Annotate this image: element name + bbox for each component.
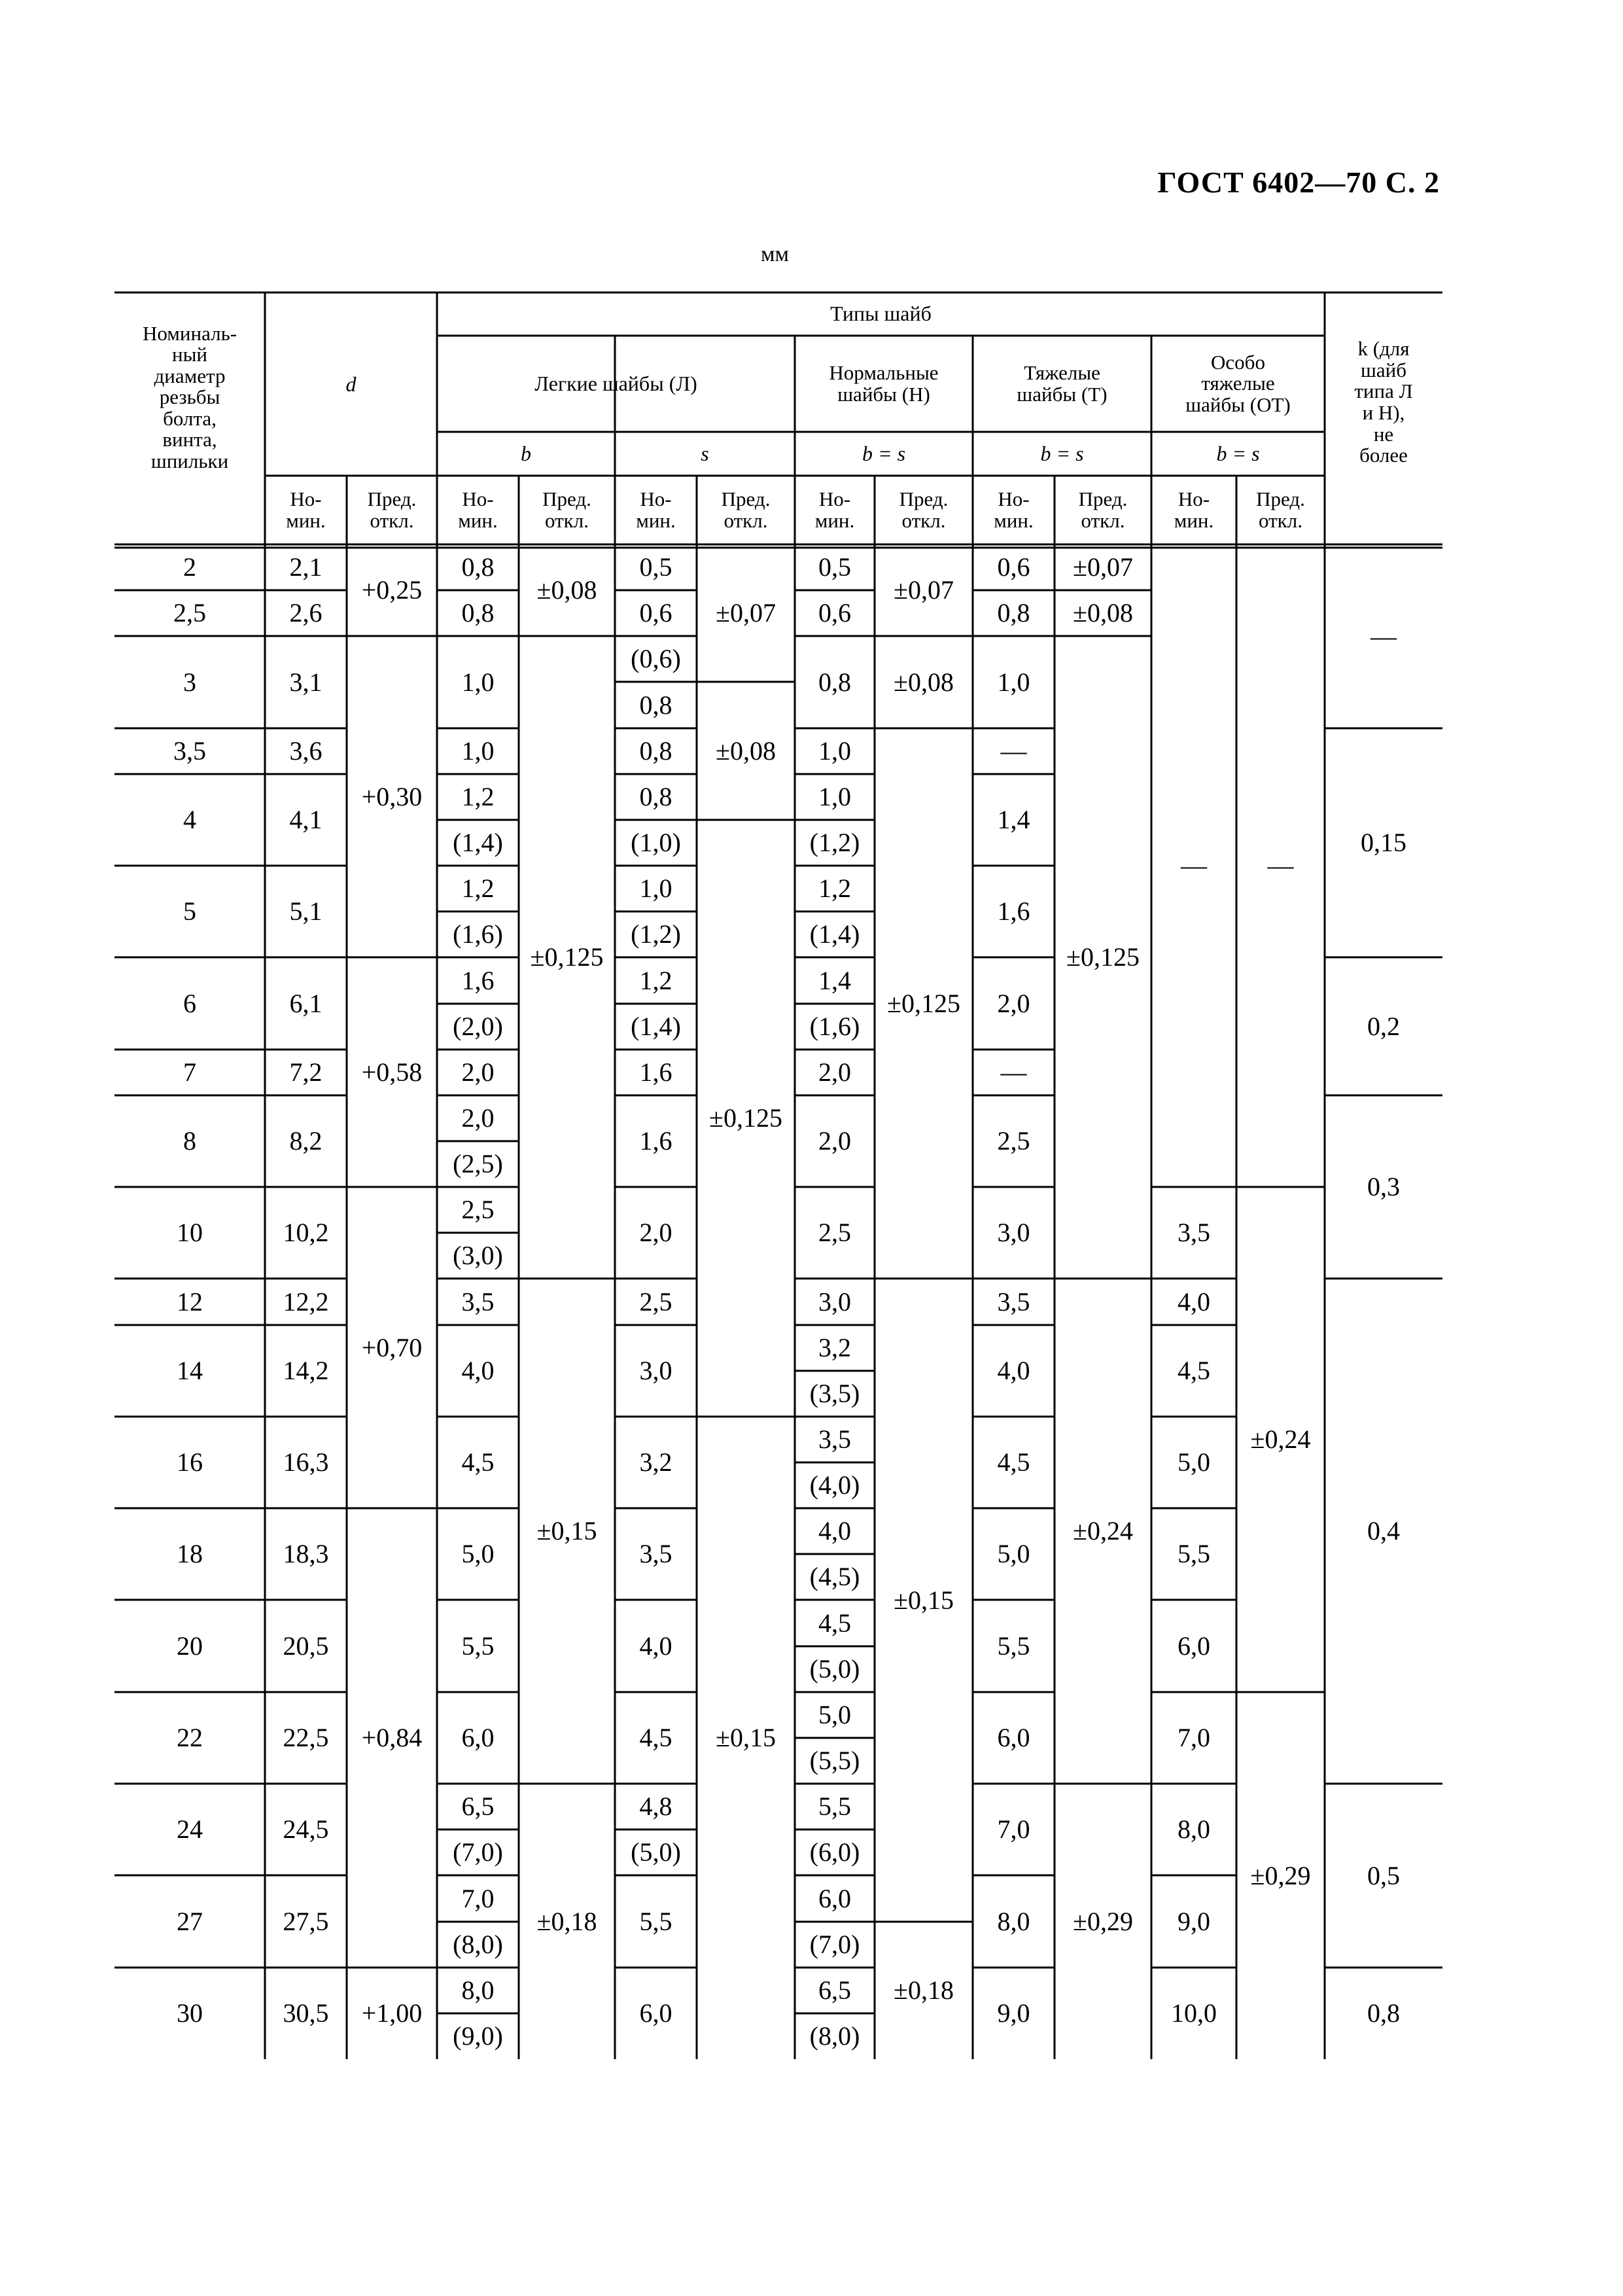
table-cell: (2,0) [453, 1012, 503, 1041]
table-cell: 4,1 [289, 805, 323, 834]
table-cell: 3,6 [289, 736, 323, 766]
table-cell: (5,5) [809, 1746, 860, 1775]
header-k: k (для шайб типа Л и Н), не более [1354, 337, 1413, 467]
table-cell: 1,6 [997, 896, 1030, 926]
table-cell: 4,0 [818, 1516, 851, 1545]
table-cell: (7,0) [453, 1837, 503, 1867]
table-cell: 3,1 [289, 667, 323, 697]
table-cell: 0,6 [639, 598, 672, 627]
table-cell: — [1181, 851, 1207, 880]
table-cell: 5,5 [461, 1631, 495, 1661]
table-cell: ±0,125 [709, 1103, 782, 1133]
table-cell: 1,2 [818, 874, 851, 903]
subheader-extra-heavy-nom: Но- мин. [1174, 487, 1214, 532]
table-cell: (5,0) [631, 1837, 681, 1867]
table-cell: 2,5 [818, 1218, 851, 1247]
table-cell: 1,6 [639, 1057, 672, 1087]
table-cell: 30 [177, 1998, 203, 2028]
table-cell: +0,30 [361, 781, 423, 811]
table-cell: ±0,08 [894, 667, 954, 697]
table-cell: 4,5 [818, 1608, 851, 1638]
table-cell: 5,0 [997, 1539, 1030, 1568]
table-cell: 4,0 [997, 1356, 1030, 1385]
table-cell: 2,5 [173, 598, 206, 627]
table-cell: 6,0 [997, 1723, 1030, 1752]
table-cell: ±0,07 [1073, 552, 1133, 582]
header-light-washers: Легкие шайбы (Л) [534, 371, 697, 395]
table-cell: ±0,08 [1073, 598, 1133, 627]
header-d: d [345, 372, 357, 396]
table-cell: (8,0) [809, 2021, 860, 2051]
table-cell: (7,0) [809, 1930, 860, 1959]
header-nominal-diameter: Номиналь- ный диаметр резьбы болта, винта, шпильки [142, 321, 237, 472]
table-cell: 2 [183, 552, 196, 582]
table-cell: ±0,15 [536, 1516, 597, 1545]
page-header: ГОСТ 6402—70 С. 2 [1157, 166, 1440, 199]
table-cell: 1,0 [997, 667, 1030, 697]
table-cell: 0,8 [818, 667, 851, 697]
table-cell: 8,2 [289, 1126, 323, 1156]
table-cell: (3,5) [809, 1379, 860, 1408]
table-cell: 18,3 [283, 1539, 329, 1568]
table-cell: 18 [177, 1539, 203, 1568]
table-cell: — [1000, 736, 1027, 766]
table-cell: 2,0 [997, 988, 1030, 1018]
table-cell: 5,0 [818, 1700, 851, 1729]
table-cell: 3,0 [997, 1218, 1030, 1247]
table-cell: 4,0 [461, 1356, 495, 1385]
table-cell: 7,0 [461, 1883, 495, 1913]
table-cell: 1,0 [818, 782, 851, 811]
table-cell: (1,6) [809, 1012, 860, 1041]
table-cell: 0,8 [639, 690, 672, 720]
table-cell: ±0,08 [536, 575, 597, 605]
table-cell: 0,8 [461, 552, 495, 582]
table-cell: 0,6 [997, 552, 1030, 582]
table-cell: 0,8 [639, 736, 672, 766]
header-washer-types: Типы шайб [830, 302, 932, 326]
table-cell: 4,5 [1178, 1356, 1210, 1385]
table-cell: 2,1 [289, 552, 323, 582]
table-cell: +0,25 [361, 575, 423, 605]
table-cell: 3,5 [818, 1424, 851, 1454]
table-cell: 7,0 [997, 1814, 1030, 1844]
table-cell: 5,5 [997, 1631, 1030, 1661]
table-cell: 0,5 [1367, 1860, 1400, 1890]
header-extra-heavy-b-eq-s: b = s [1216, 441, 1260, 465]
table-cell: (2,5) [453, 1149, 503, 1178]
table-cell: (0,6) [631, 644, 681, 673]
table-cell: 30,5 [283, 1998, 329, 2028]
table-cell: ±0,24 [1073, 1516, 1133, 1545]
table-cell: 2,5 [997, 1126, 1030, 1156]
table-cell: 2,0 [818, 1057, 851, 1087]
table-cell: 2,5 [461, 1195, 495, 1224]
subheader-d-tol: Пред. откл. [367, 487, 417, 532]
table-cell: 0,8 [997, 598, 1030, 627]
table-cell: (1,2) [631, 919, 681, 949]
table-cell: ±0,125 [1066, 942, 1140, 972]
table-cell: (1,4) [453, 828, 503, 857]
table-cell: (4,0) [809, 1470, 860, 1500]
table-cell: 5,0 [1178, 1447, 1210, 1477]
table-cell: (8,0) [453, 1930, 503, 1959]
table-cell: 0,6 [818, 598, 851, 627]
table-cell: 2,0 [461, 1057, 495, 1087]
table-cell: 0,5 [639, 552, 672, 582]
table-cell: 0,8 [639, 782, 672, 811]
table-cell: 27 [177, 1906, 203, 1936]
table-cell: 9,0 [1178, 1906, 1210, 1936]
table-cell: (5,0) [809, 1654, 860, 1684]
table-cell: 3,0 [639, 1356, 672, 1385]
table-cell: ±0,29 [1073, 1906, 1133, 1936]
table-cell: 8,0 [461, 1975, 495, 2005]
table-cell: ±0,07 [894, 575, 954, 605]
table-cell: 2,0 [461, 1103, 495, 1133]
table-cell: 0,8 [1367, 1998, 1400, 2028]
header-heavy-washers: Тяжелые шайбы (Т) [1017, 361, 1108, 406]
unit-label: мм [761, 242, 790, 266]
subheader-normal-tol: Пред. откл. [899, 487, 949, 532]
table-cell: 2,0 [818, 1126, 851, 1156]
table-cell: (4,5) [809, 1562, 860, 1591]
table-cell: ±0,18 [894, 1975, 954, 2005]
table-cell: 6,0 [818, 1883, 851, 1913]
table-cell: 8,0 [997, 1906, 1030, 1936]
table-cell: 1,2 [639, 965, 672, 995]
table-cell: ±0,18 [536, 1906, 597, 1936]
table-cell: (1,2) [809, 828, 860, 857]
table-cell: 1,6 [639, 1126, 672, 1156]
table-cell: — [1000, 1057, 1027, 1087]
table-cell: 6,0 [1178, 1631, 1210, 1661]
table-cell: 6,0 [461, 1723, 495, 1752]
table-cell: 7,2 [289, 1057, 323, 1087]
table-cell: 4,8 [639, 1792, 672, 1821]
table-cell: 20,5 [283, 1631, 329, 1661]
table-cell: +0,70 [361, 1332, 423, 1362]
table-cell: 6 [183, 988, 196, 1018]
table-cell: 1,0 [818, 736, 851, 766]
table-cell: 5,1 [289, 896, 323, 926]
subheader-normal-nom: Но- мин. [814, 487, 855, 532]
table-cell: 22,5 [283, 1723, 329, 1752]
subheader-light-b-tol: Пред. откл. [542, 487, 591, 532]
subheader-heavy-nom: Но- мин. [994, 487, 1034, 532]
table-cell: 6,1 [289, 988, 323, 1018]
table-cell: 10,0 [1171, 1998, 1217, 2028]
table-cell: ±0,07 [716, 598, 776, 627]
table-cell: 5,5 [818, 1792, 851, 1821]
table-cell: 5,5 [1178, 1539, 1210, 1568]
table-cell: — [1370, 621, 1397, 651]
table-cell: 3,5 [639, 1539, 672, 1568]
table-cell: 24,5 [283, 1814, 329, 1844]
table-cell: 12 [177, 1286, 203, 1316]
table-cell: 6,5 [818, 1975, 851, 2005]
table-cell: (1,4) [809, 919, 860, 949]
table-cell: 0,5 [818, 552, 851, 582]
table-cell: ±0,08 [716, 735, 776, 766]
table-cell: 1,6 [461, 965, 495, 995]
table-cell: 1,4 [997, 805, 1030, 834]
header-normal-washers: Нормальные шайбы (Н) [829, 361, 939, 406]
table-cell: 27,5 [283, 1906, 329, 1936]
table-cell: 5,5 [639, 1906, 672, 1936]
table-cell: 3,0 [818, 1286, 851, 1316]
table-cell: 9,0 [997, 1998, 1030, 2028]
table-cell: 14,2 [283, 1356, 329, 1385]
table-cell: 5 [183, 896, 196, 926]
table-cell: 4 [183, 805, 196, 834]
table-cell: 2,6 [289, 598, 323, 627]
table-cell: 7,0 [1178, 1723, 1210, 1752]
table-cell: 10,2 [283, 1218, 329, 1247]
subheader-d-nom: Но- мин. [286, 487, 326, 532]
table-cell: 14 [177, 1356, 203, 1385]
table-cell: ±0,15 [716, 1723, 776, 1752]
header-extra-heavy-washers: Особо тяжелые шайбы (ОТ) [1185, 350, 1291, 416]
table-cell: 1,0 [461, 736, 495, 766]
table-cell: 16 [177, 1447, 203, 1477]
table-cell: 0,15 [1361, 828, 1406, 857]
table-cell: (3,0) [453, 1241, 503, 1270]
table-cell: 3,5 [997, 1286, 1030, 1316]
table-cell: 20 [177, 1631, 203, 1661]
table-cell: 12,2 [283, 1286, 329, 1316]
table-cell: ±0,125 [887, 988, 960, 1018]
subheader-light-s-nom: Но- мин. [636, 487, 676, 532]
table-cell: (1,6) [453, 919, 503, 949]
table-cell: 2,0 [639, 1218, 672, 1247]
table-cell: 4,0 [639, 1631, 672, 1661]
table-cell: 1,4 [818, 965, 851, 995]
table-cell: 0,8 [461, 598, 495, 627]
table-cell: 2,5 [639, 1286, 672, 1316]
header-heavy-b-eq-s: b = s [1040, 441, 1084, 465]
table-cell: 4,5 [997, 1447, 1030, 1477]
table-cell: 3,5 [173, 736, 206, 766]
table-cell: 8,0 [1178, 1814, 1210, 1844]
table-cell: 1,2 [461, 782, 495, 811]
table-cell: 0,2 [1367, 1011, 1400, 1041]
table-cell: 3 [183, 667, 196, 697]
table-cell: 16,3 [283, 1447, 329, 1477]
table-cell: (1,4) [631, 1012, 681, 1041]
subheader-light-s-tol: Пред. откл. [721, 487, 771, 532]
table-cell: 1,0 [639, 874, 672, 903]
table-cell: 4,5 [461, 1447, 495, 1477]
table-cell: 1,2 [461, 874, 495, 903]
table-cell: ±0,125 [530, 942, 604, 972]
table-cell: 6,5 [461, 1792, 495, 1821]
table-cell: 4,0 [1178, 1286, 1210, 1316]
subheader-heavy-tol: Пред. откл. [1078, 487, 1128, 532]
subheader-light-b-nom: Но- мин. [458, 487, 498, 532]
table-cell: ±0,24 [1250, 1424, 1311, 1454]
table-cell: 4,5 [639, 1723, 672, 1752]
table-cell: 0,4 [1367, 1516, 1400, 1545]
header-light-b: b [521, 441, 531, 465]
header-normal-b-eq-s: b = s [862, 441, 906, 465]
table-cell: 8 [183, 1126, 196, 1156]
table-cell: 24 [177, 1814, 203, 1844]
table-cell: (9,0) [453, 2021, 503, 2051]
table-cell: ±0,15 [894, 1585, 954, 1615]
subheader-extra-heavy-tol: Пред. откл. [1256, 487, 1305, 532]
table-cell: 6,0 [639, 1998, 672, 2028]
table-cell: 3,5 [1178, 1218, 1210, 1247]
table-cell: 5,0 [461, 1539, 495, 1568]
table-cell: — [1267, 851, 1294, 880]
table-cell: 0,3 [1367, 1172, 1400, 1201]
table-cell: 7 [183, 1057, 196, 1087]
table-cell: +0,84 [361, 1723, 423, 1752]
table-cell: 10 [177, 1218, 203, 1247]
table-cell: (6,0) [809, 1837, 860, 1867]
table-cell: 22 [177, 1723, 203, 1752]
table-cell: (1,0) [631, 828, 681, 857]
header-light-s: s [701, 441, 709, 465]
table-cell: +1,00 [361, 1998, 423, 2028]
table-cell: 3,2 [639, 1447, 672, 1477]
table-cell: ±0,29 [1250, 1860, 1311, 1890]
table-cell: 1,0 [461, 667, 495, 697]
table-cell: 3,5 [461, 1286, 495, 1316]
table-cell: 3,2 [818, 1333, 851, 1362]
table-cell: +0,58 [361, 1057, 423, 1087]
